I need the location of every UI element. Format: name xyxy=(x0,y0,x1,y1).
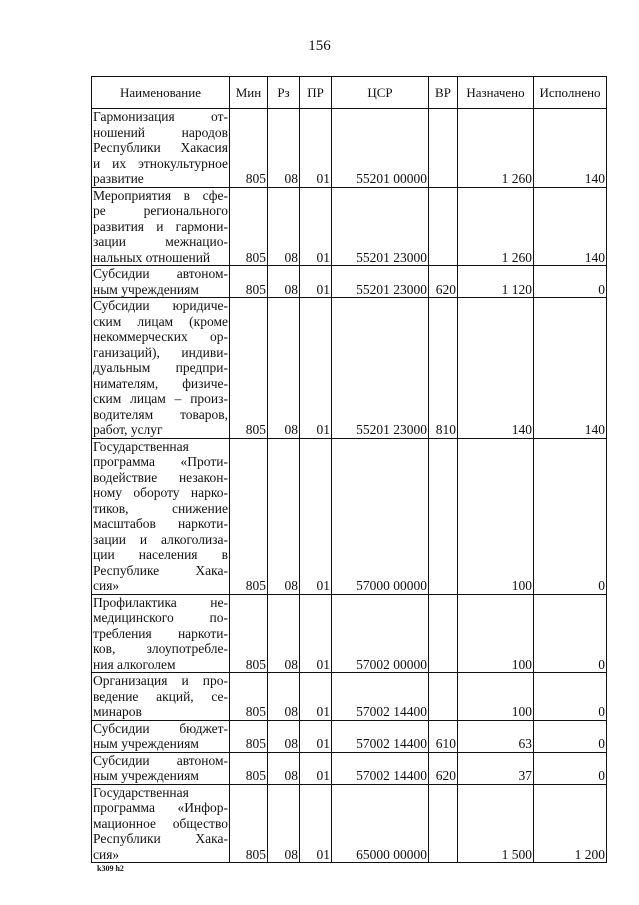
rz-cell: 08 xyxy=(268,298,300,439)
min-cell: 805 xyxy=(230,752,268,784)
rz-cell: 08 xyxy=(268,438,300,594)
executed-cell: 0 xyxy=(534,720,607,752)
table-row xyxy=(92,438,607,594)
assigned-cell: 1 500 xyxy=(458,784,534,863)
name-line: ния алкоголем xyxy=(93,656,176,672)
table-body xyxy=(92,109,607,863)
pr-cell: 01 xyxy=(300,266,332,298)
executed-cell: 0 xyxy=(534,673,607,721)
row-name-cell xyxy=(92,109,230,188)
name-line: ным учреждениям xyxy=(93,736,199,751)
pr-cell: 01 xyxy=(300,720,332,752)
rz-cell: 08 xyxy=(268,784,300,863)
name-line: нальных отношений xyxy=(93,249,211,265)
executed-cell: 140 xyxy=(534,109,607,188)
rz-cell: 08 xyxy=(268,187,300,266)
budget-table xyxy=(91,76,607,863)
row-name-cell xyxy=(92,438,230,594)
name-line: Республики Хакасия xyxy=(93,140,228,155)
name-line: Профилактика не- xyxy=(93,594,228,610)
header-executed: Исполнено xyxy=(534,77,607,109)
executed-cell: 140 xyxy=(534,298,607,439)
assigned-cell: 37 xyxy=(458,752,534,784)
row-name-cell xyxy=(92,752,230,784)
table-row xyxy=(92,720,607,752)
vr-cell xyxy=(429,673,458,721)
name-line: ведение акций, се- xyxy=(93,688,228,704)
header-assigned: Назначено xyxy=(458,77,534,109)
name-line: развития и гармони- xyxy=(93,218,228,234)
row-name-cell xyxy=(92,298,230,439)
csr-cell: 65000 00000 xyxy=(332,784,429,863)
executed-cell: 0 xyxy=(534,438,607,594)
name-line: зации и алкоголиза- xyxy=(93,531,228,547)
min-cell: 805 xyxy=(230,784,268,863)
vr-cell: 620 xyxy=(429,752,458,784)
csr-cell: 55201 23000 xyxy=(332,298,429,439)
pr-cell: 01 xyxy=(300,784,332,863)
header-min: Мин xyxy=(230,77,268,109)
min-cell: 805 xyxy=(230,720,268,752)
csr-cell: 57000 00000 xyxy=(332,438,429,594)
name-line: дуальным предпри- xyxy=(93,360,228,375)
name-line: ганизаций), индиви- xyxy=(93,344,228,360)
name-line: зации межнацио- xyxy=(93,234,228,249)
name-line: ношений народов xyxy=(93,124,228,140)
rz-cell: 08 xyxy=(268,594,300,673)
assigned-cell: 63 xyxy=(458,720,534,752)
name-line: нимателям, физиче- xyxy=(93,375,228,391)
name-line: Государственная xyxy=(93,438,189,454)
executed-cell: 0 xyxy=(534,266,607,298)
executed-cell: 0 xyxy=(534,752,607,784)
pr-cell: 01 xyxy=(300,673,332,721)
csr-cell: 57002 14400 xyxy=(332,720,429,752)
name-line: ции населения в xyxy=(93,547,228,562)
executed-cell: 140 xyxy=(534,187,607,266)
name-line: сия» xyxy=(93,578,120,593)
pr-cell: 01 xyxy=(300,298,332,439)
name-line: минаров xyxy=(93,704,142,719)
row-name-cell xyxy=(92,266,230,298)
rz-cell: 08 xyxy=(268,673,300,721)
assigned-cell: 1 120 xyxy=(458,266,534,298)
table-row xyxy=(92,673,607,721)
csr-cell: 55201 23000 xyxy=(332,266,429,298)
min-cell: 805 xyxy=(230,673,268,721)
header-vr: ВР xyxy=(429,77,458,109)
table-row xyxy=(92,594,607,673)
name-line: Субсидии бюджет- xyxy=(93,720,228,736)
table-row xyxy=(92,109,607,188)
name-line: ным учреждениям xyxy=(93,281,199,297)
name-line: требления наркоти- xyxy=(93,625,228,641)
name-line: программа «Проти- xyxy=(93,454,228,469)
executed-cell: 1 200 xyxy=(534,784,607,863)
csr-cell: 55201 00000 xyxy=(332,109,429,188)
vr-cell: 620 xyxy=(429,266,458,298)
vr-cell: 810 xyxy=(429,298,458,439)
name-line: Мероприятия в сфе- xyxy=(93,187,228,203)
vr-cell xyxy=(429,784,458,863)
min-cell: 805 xyxy=(230,438,268,594)
pr-cell: 01 xyxy=(300,438,332,594)
name-line: Республике Хака- xyxy=(93,562,228,578)
row-name-cell xyxy=(92,784,230,863)
pr-cell: 01 xyxy=(300,109,332,188)
rz-cell: 08 xyxy=(268,266,300,298)
pr-cell: 01 xyxy=(300,752,332,784)
name-line: Организация и про- xyxy=(93,673,228,688)
table-row xyxy=(92,298,607,439)
row-name-cell xyxy=(92,720,230,752)
name-line: некоммерческих ор- xyxy=(93,329,228,344)
assigned-cell: 1 260 xyxy=(458,187,534,266)
vr-cell xyxy=(429,594,458,673)
min-cell: 805 xyxy=(230,594,268,673)
assigned-cell: 100 xyxy=(458,438,534,594)
name-line: ков, злоупотребле- xyxy=(93,641,228,656)
name-line: развитие xyxy=(93,171,144,186)
name-line: сия» xyxy=(93,846,120,862)
page-number: 156 xyxy=(308,38,331,54)
name-line: Субсидии юридиче- xyxy=(93,298,228,313)
csr-cell: 57002 14400 xyxy=(332,673,429,721)
vr-cell xyxy=(429,438,458,594)
name-line: ским лицам – произ- xyxy=(93,391,228,406)
name-line: медицинского по- xyxy=(93,610,228,625)
name-line: Государственная xyxy=(93,784,189,800)
table-row xyxy=(92,187,607,266)
name-line: ре регионального xyxy=(93,203,228,218)
row-name-cell xyxy=(92,187,230,266)
assigned-cell: 1 260 xyxy=(458,109,534,188)
rz-cell: 08 xyxy=(268,109,300,188)
pr-cell: 01 xyxy=(300,594,332,673)
csr-cell: 57002 00000 xyxy=(332,594,429,673)
row-name-cell xyxy=(92,594,230,673)
table-row xyxy=(92,752,607,784)
assigned-cell: 140 xyxy=(458,298,534,439)
vr-cell: 610 xyxy=(429,720,458,752)
csr-cell: 57002 14400 xyxy=(332,752,429,784)
vr-cell xyxy=(429,109,458,188)
name-line: Субсидии автоном- xyxy=(93,266,228,281)
name-line: Республики Хака- xyxy=(93,831,228,846)
csr-cell: 55201 23000 xyxy=(332,187,429,266)
min-cell: 805 xyxy=(230,266,268,298)
name-line: работ, услуг xyxy=(93,422,163,437)
assigned-cell: 100 xyxy=(458,594,534,673)
name-line: водителям товаров, xyxy=(93,406,228,422)
rz-cell: 08 xyxy=(268,720,300,752)
min-cell: 805 xyxy=(230,109,268,188)
header-rz: Рз xyxy=(268,77,300,109)
header-csr: ЦСР xyxy=(332,77,429,109)
table-row xyxy=(92,266,607,298)
header-name: Наименование xyxy=(92,77,230,109)
executed-cell: 0 xyxy=(534,594,607,673)
assigned-cell: 100 xyxy=(458,673,534,721)
table-row xyxy=(92,784,607,863)
name-line: и их этнокультурное xyxy=(93,155,228,171)
name-line: ному обороту нарко- xyxy=(93,485,228,500)
name-line: Субсидии автоном- xyxy=(93,752,228,768)
vr-cell xyxy=(429,187,458,266)
min-cell: 805 xyxy=(230,187,268,266)
rz-cell: 08 xyxy=(268,752,300,784)
name-line: масштабов наркоти- xyxy=(93,516,228,531)
name-line: тиков, снижение xyxy=(93,500,228,516)
min-cell: 805 xyxy=(230,298,268,439)
header-pr: ПР xyxy=(300,77,332,109)
name-line: Гармонизация от- xyxy=(93,109,228,124)
name-line: ным учреждениям xyxy=(93,768,199,783)
name-line: программа «Инфор- xyxy=(93,800,228,815)
name-line: мационное общество xyxy=(93,815,228,831)
footer-code: k309 h2 xyxy=(97,864,124,873)
row-name-cell xyxy=(92,673,230,721)
table-header-row xyxy=(92,77,607,109)
pr-cell: 01 xyxy=(300,187,332,266)
name-line: ским лицам (кроме xyxy=(93,313,228,329)
name-line: водействие незакон- xyxy=(93,469,228,485)
